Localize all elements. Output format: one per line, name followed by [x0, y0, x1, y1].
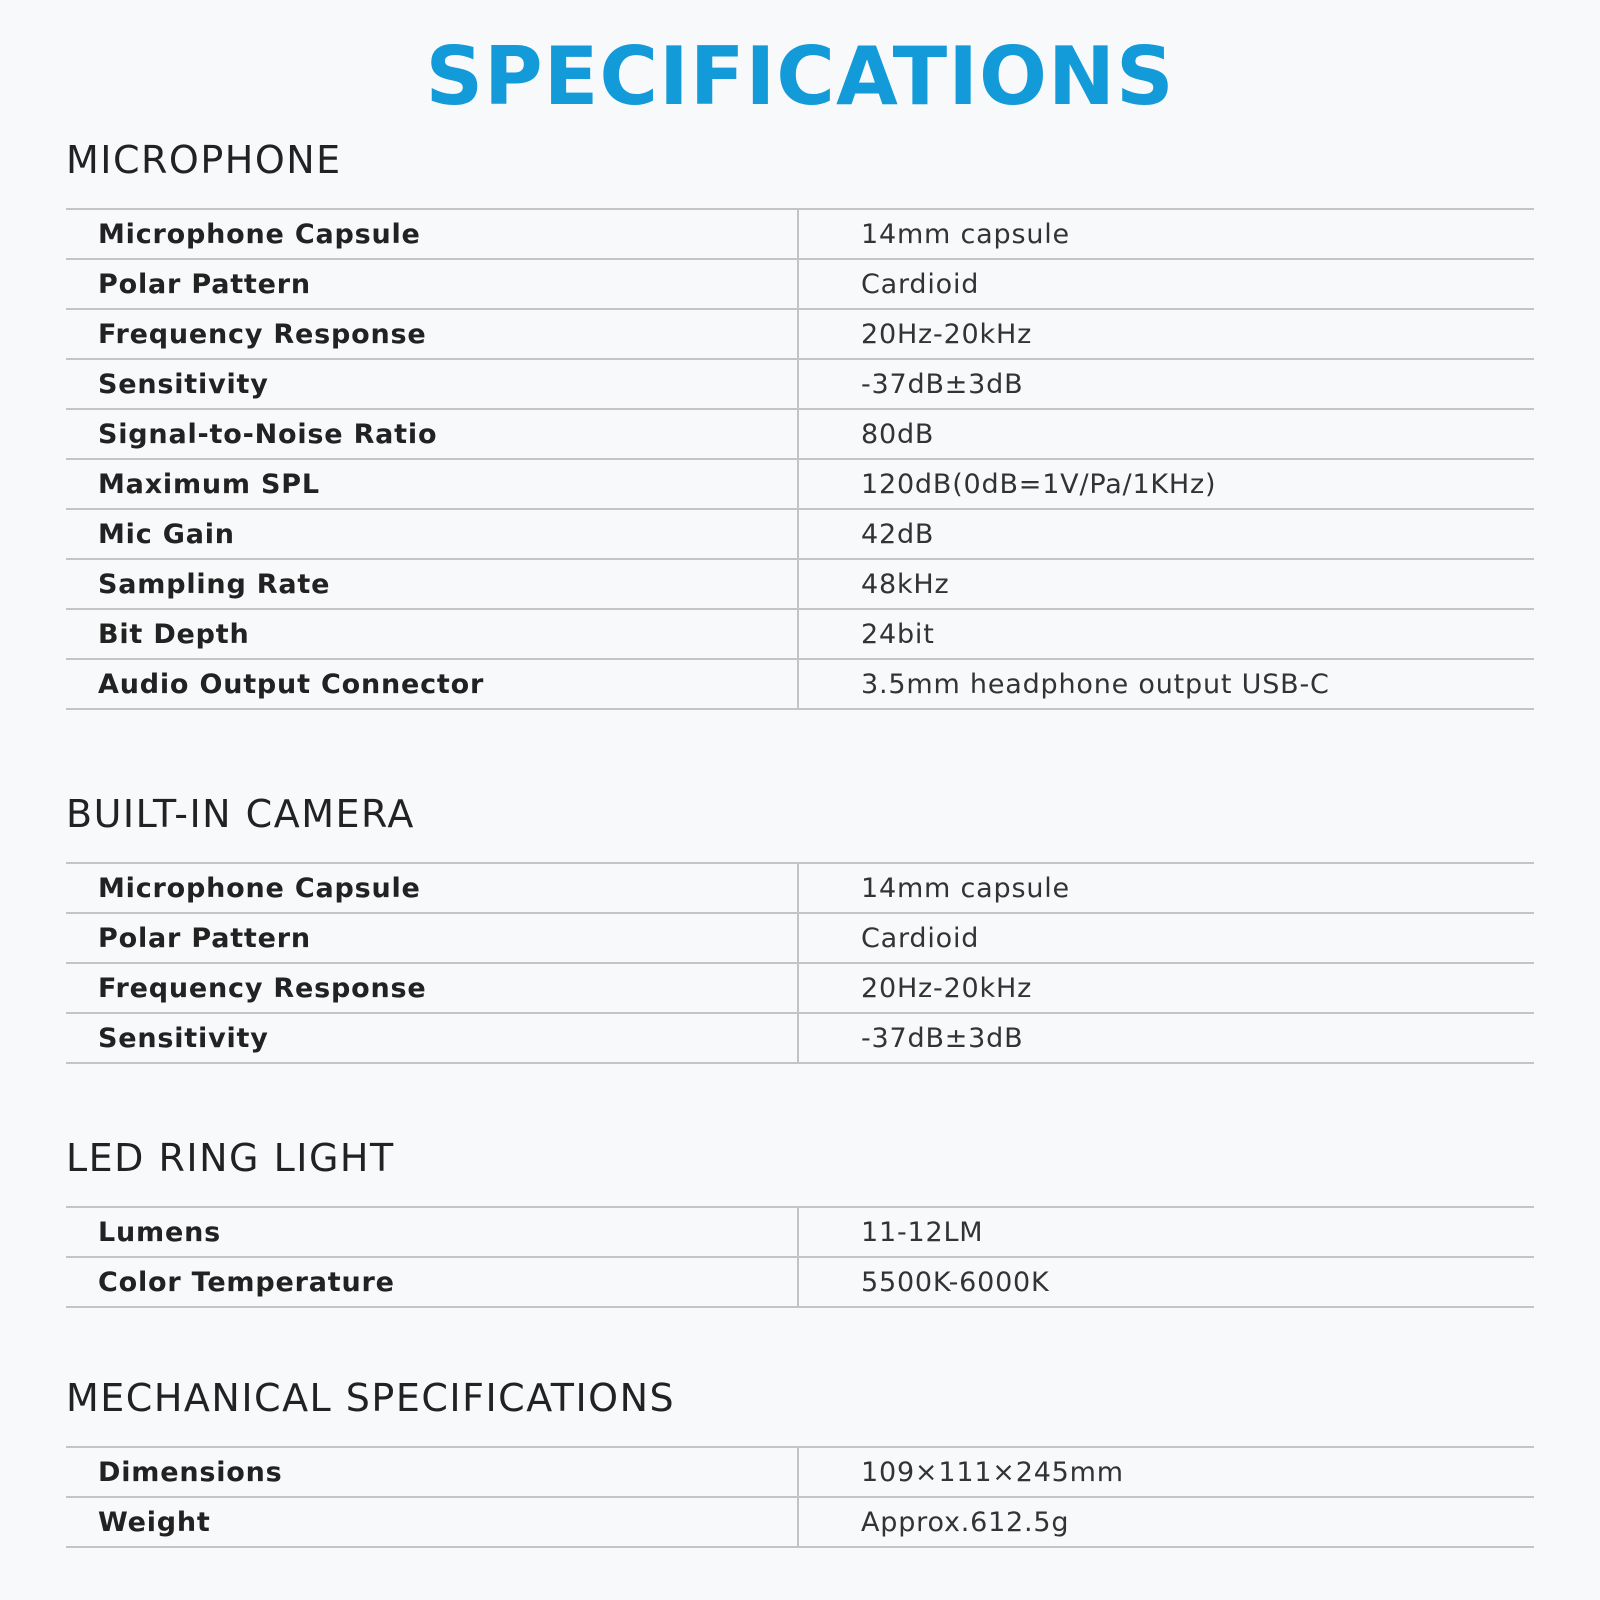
spec-label: Weight — [66, 1498, 799, 1546]
table-row — [66, 460, 1534, 510]
spec-value: Cardioid — [861, 923, 980, 954]
page-title: SPECIFICATIONS — [425, 30, 1175, 123]
spec-label: Sensitivity — [66, 1014, 799, 1062]
spec-value: 20Hz-20kHz — [861, 319, 1033, 350]
table-row — [66, 1208, 1534, 1258]
table-row — [66, 964, 1534, 1014]
section-microphone — [66, 138, 1534, 710]
spec-table — [66, 1446, 1534, 1548]
spec-value: 120dB(0dB=1V/Pa/1KHz) — [861, 469, 1217, 500]
spec-label: Signal-to-Noise Ratio — [66, 410, 799, 458]
table-row — [66, 360, 1534, 410]
spec-label: Sensitivity — [66, 360, 799, 408]
table-row — [66, 560, 1534, 610]
spec-value: Cardioid — [861, 269, 980, 300]
section-title: LED RING LIGHT — [66, 1136, 395, 1180]
spec-value: 42dB — [861, 519, 935, 550]
spec-value: 20Hz-20kHz — [861, 973, 1033, 1004]
spec-value: 5500K-6000K — [861, 1267, 1050, 1298]
spec-label: Mic Gain — [66, 510, 799, 558]
table-row — [66, 1498, 1534, 1548]
spec-label: Audio Output Connector — [66, 660, 799, 708]
spec-value: 3.5mm headphone output USB-C — [861, 669, 1330, 700]
spec-table — [66, 1206, 1534, 1308]
table-row — [66, 1258, 1534, 1308]
spec-value: Approx.612.5g — [861, 1507, 1070, 1538]
spec-value: -37dB±3dB — [861, 369, 1024, 400]
table-row — [66, 864, 1534, 914]
spec-value: -37dB±3dB — [861, 1023, 1024, 1054]
spec-label: Color Temperature — [66, 1258, 799, 1306]
spec-label: Microphone Capsule — [66, 210, 799, 258]
table-row — [66, 510, 1534, 560]
table-row — [66, 260, 1534, 310]
spec-label: Microphone Capsule — [66, 864, 799, 912]
spec-table — [66, 862, 1534, 1064]
table-row — [66, 1448, 1534, 1498]
section-mechanical-specifications — [66, 1376, 1534, 1548]
spec-label: Lumens — [66, 1208, 799, 1256]
spec-label: Frequency Response — [66, 310, 799, 358]
section-title: BUILT-IN CAMERA — [66, 792, 415, 836]
section-title: MICROPHONE — [66, 138, 342, 182]
table-row — [66, 410, 1534, 460]
spec-table — [66, 208, 1534, 710]
table-row — [66, 1014, 1534, 1064]
spec-value: 80dB — [861, 419, 935, 450]
spec-label: Bit Depth — [66, 610, 799, 658]
spec-label: Sampling Rate — [66, 560, 799, 608]
section-title: MECHANICAL SPECIFICATIONS — [66, 1376, 676, 1420]
spec-value: 24bit — [861, 619, 935, 650]
spec-value: 48kHz — [861, 569, 950, 600]
spec-label: Dimensions — [66, 1448, 799, 1496]
spec-value: 14mm capsule — [861, 873, 1070, 904]
table-row — [66, 610, 1534, 660]
spec-value: 11-12LM — [861, 1217, 984, 1248]
spec-value: 14mm capsule — [861, 219, 1070, 250]
spec-label: Frequency Response — [66, 964, 799, 1012]
table-row — [66, 310, 1534, 360]
section-built-in-camera — [66, 792, 1534, 1064]
section-led-ring-light — [66, 1136, 1534, 1308]
spec-label: Polar Pattern — [66, 260, 799, 308]
table-row — [66, 210, 1534, 260]
table-row — [66, 660, 1534, 710]
spec-value: 109×111×245mm — [861, 1457, 1124, 1488]
table-row — [66, 914, 1534, 964]
spec-label: Polar Pattern — [66, 914, 799, 962]
spec-label: Maximum SPL — [66, 460, 799, 508]
